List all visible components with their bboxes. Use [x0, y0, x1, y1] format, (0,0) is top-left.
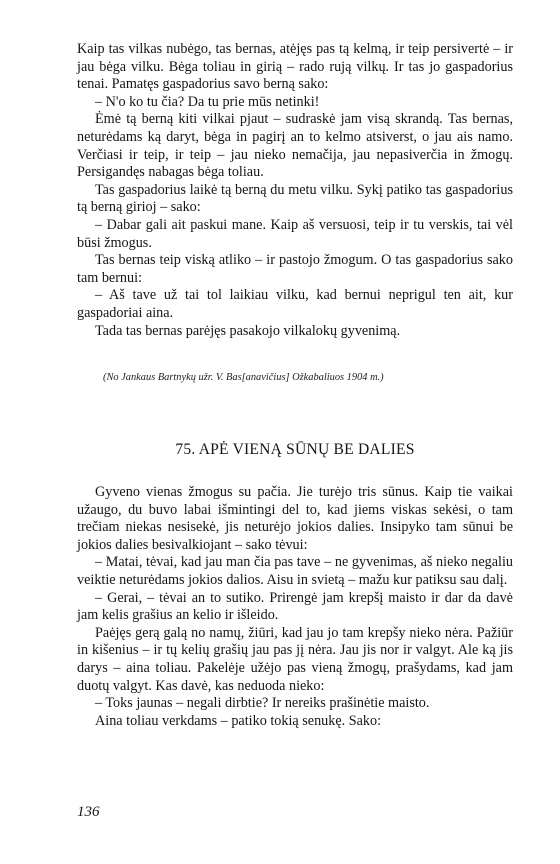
- dialogue-line: – Aš tave už tai tol laikiau vilku, kad bernui neprigul ten ait, kur gaspadoriai aina.: [77, 287, 513, 321]
- story-one-text: [77, 41, 513, 340]
- paragraph: Ėmė tą berną kiti vilkai pjaut – sudraskė jam visą skrandą. Tas bernas, neturėdams ką daryt, bėga in pagirį an to kelmo atsiverst, o jau ais namo. Verčiasi ir teip, ir teip – jau nieko nemačija, jau nepasiverčia in žmogų. Persigandęs nabagas bėga toliau.: [77, 111, 513, 181]
- paragraph: Paėjęs gerą galą no namų, žiūri, kad jau jo tam krepšy nieko nėra. Pažiūr in kišenius – ir tų kelių grašių jau pas jį nėra. Jau jis nor ir valgyt. Ale ką jis darys – aina toliau. Pakelėje užėjo pas vieną žmogų, prašydams, kad jam duotų valgyt. Kas davė, kas neduoda nieko:: [77, 624, 513, 694]
- paragraph: Gyveno vienas žmogus su pačia. Jie turėjo tris sūnus. Kaip tie vaikai užaugo, du buvo labai išmintingi del to, kad jiems viskas sekėsi, o tam trečiam niekas nesisekė, jis neturėjo jokios dalies. Insipyko tam sūnui be jokios dalies besivalkiojant – sako tėvui:: [77, 484, 513, 553]
- dialogue-line: – Gerai, – tėvai an to sutiko. Prirengė jam krepšį maisto ir dar da davė jam kelis grašius an kelio ir išleido.: [77, 589, 513, 624]
- paragraph: Kaip tas vilkas nubėgo, tas bernas, atėjęs pas tą kelmą, ir teip persivertė – ir jau bėga vilku. Bėga toliau in girią – rado rują vilkų. Ir tas jo gaspadorius tenai. Pamatęs gaspadorius savo berną sako:: [77, 41, 513, 93]
- paragraph: Tas gaspadorius laikė tą berną du metu vilku. Sykį patiko tas gaspadorius tą berną girioj – sako:: [77, 181, 513, 216]
- dialogue-line: – N'o ko tu čia? Da tu prie mūs netinki!: [95, 93, 320, 110]
- paragraph: Tas bernas teip viską atliko – ir pastojo žmogum. O tas gaspadorius sako tam bernui:: [77, 252, 513, 286]
- dialogue-line: – Matai, tėvai, kad jau man čia pas tave – ne gyvenimas, aš nieko negaliu veiktie neturėdams jokios dalios. Aisu in svietą – mažu kur patiksu sau dalį.: [77, 554, 513, 588]
- paragraph: Aina toliau verkdams – patiko tokią senukę. Sako:: [95, 712, 382, 729]
- page-number: 136: [77, 804, 100, 820]
- story-title: 75. APĖ VIENĄ SŪNŲ BE DALIES: [175, 441, 415, 458]
- story-two-text: [77, 484, 513, 730]
- source-note: (No Jankaus Bartnykų užr. V. Bas[anavičius] Ožkabaliuos 1904 m.): [103, 372, 384, 383]
- dialogue-line: – Toks jaunas – negali dirbtie? Ir nereiks prašinėtie maisto.: [95, 695, 430, 712]
- dialogue-line: – Dabar gali ait paskui mane. Kaip aš versuosi, teip ir tu verskis, tai vėl būsi žmogus.: [77, 216, 513, 251]
- paragraph: Tada tas bernas parėjęs pasakojo vilkalokų gyvenimą.: [95, 322, 401, 339]
